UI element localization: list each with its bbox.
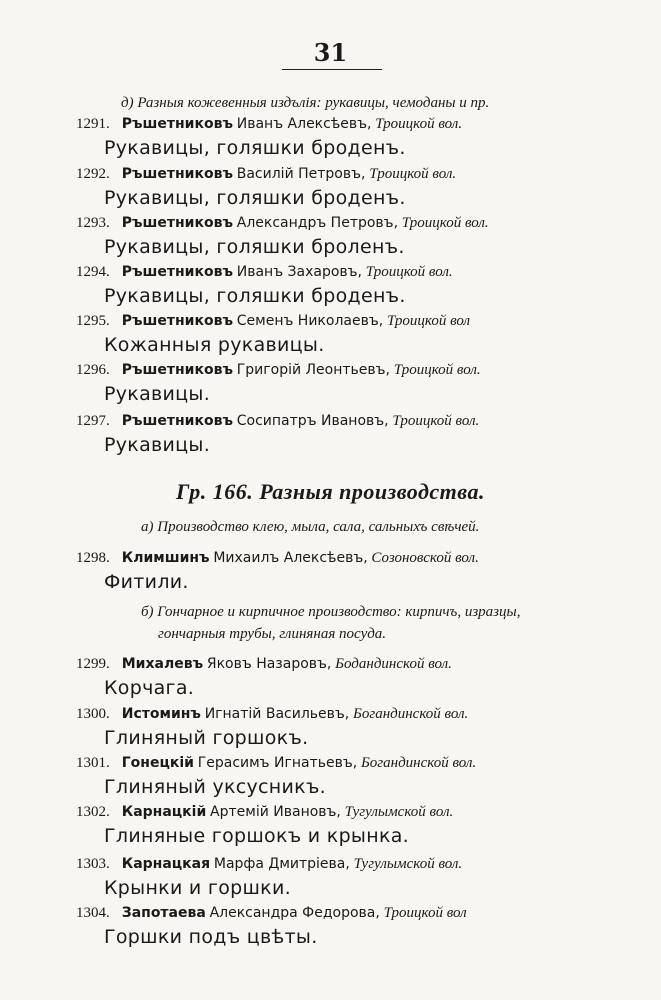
- group-title: Гр. 166. Разныя производства.: [176, 479, 485, 504]
- entry-surname: Ръшетниковъ: [121, 215, 233, 231]
- entry-volost: Богандинской вол.: [360, 755, 477, 771]
- entry-given-name: Марфа Дмитріева,: [213, 856, 350, 872]
- entry-given-name: Семенъ Николаевъ,: [236, 313, 384, 329]
- entry-volost: Троицкой вол.: [365, 264, 453, 280]
- entry-given-name: Василій Петровъ,: [236, 166, 366, 182]
- page-number: 31: [313, 38, 348, 67]
- entry-product: Крынки и горшки.: [104, 877, 291, 899]
- entry-volost: Тугулымской вол.: [353, 856, 463, 872]
- section-subheading: д) Разныя кожевенныя издълія: рукавицы, чемоданы и пр.: [121, 95, 490, 111]
- section-subheading-continued: гончарныя трубы, глиняная посуда.: [158, 626, 387, 642]
- entry-volost: Троицкой вол: [383, 905, 467, 921]
- entry-given-name: Игнатій Васильевъ,: [204, 706, 350, 722]
- entry-header-line: [76, 413, 479, 430]
- entry-surname: Ръшетниковъ: [121, 166, 233, 182]
- entry-header-line: [76, 215, 489, 232]
- entry-given-name: Иванъ Алексѣевъ,: [236, 116, 372, 132]
- entry-volost: Богандинской вол.: [353, 706, 469, 722]
- entry-surname: Запотаева: [121, 905, 206, 921]
- entry-product: Рукавицы, голяшки броленъ.: [104, 236, 405, 258]
- entry-given-name: Артемій Ивановъ,: [210, 804, 341, 820]
- section-subheading: а) Производство клею, мыла, сала, сальныхъ свѣчей.: [141, 519, 480, 535]
- entry-header-line: [76, 313, 470, 330]
- entry-surname: Карнацкая: [121, 856, 211, 872]
- entry-product: Фитили.: [104, 571, 189, 593]
- entry-number: 1291.: [76, 116, 110, 132]
- entry-product: Кожанныя рукавицы.: [104, 334, 325, 356]
- entry-volost: Троицкой вол.: [401, 215, 489, 231]
- entry-number: 1293.: [76, 215, 110, 231]
- entry-product: Глиняный уксусникъ.: [104, 776, 327, 798]
- entry-volost: Троицкой вол.: [393, 362, 481, 378]
- entry-product: Рукавицы.: [104, 434, 211, 456]
- entry-number: 1299.: [76, 656, 110, 672]
- entry-given-name: Герасимъ Игнатьевъ,: [197, 755, 358, 771]
- entry-header-line: [76, 550, 479, 567]
- entry-given-name: Григорій Леонтьевъ,: [236, 362, 390, 378]
- entry-given-name: Александра Федорова,: [209, 905, 380, 921]
- entry-given-name: Михаилъ Алексѣевъ,: [213, 550, 368, 566]
- entry-number: 1296.: [76, 362, 110, 378]
- entry-volost: Тугулымской вол.: [344, 804, 454, 820]
- entry-volost: Созоновской вол.: [371, 550, 479, 566]
- entry-surname: Ръшетниковъ: [121, 264, 233, 280]
- entry-volost: Троицкой вол.: [369, 166, 457, 182]
- entry-surname: Гонецкій: [121, 755, 194, 771]
- entry-surname: Истоминъ: [121, 706, 201, 722]
- entry-number: 1295.: [76, 313, 110, 329]
- entry-surname: Ръшетниковъ: [121, 313, 233, 329]
- entry-given-name: Александръ Петровъ,: [236, 215, 399, 231]
- entry-number: 1303.: [76, 856, 110, 872]
- entry-product: Рукавицы, голяшки броденъ.: [104, 285, 406, 307]
- entry-product: Рукавицы, голяшки броденъ.: [104, 187, 406, 209]
- section-subheading: б) Гончарное и кирпичное производство: кирпичъ, изразцы,: [141, 604, 521, 620]
- entry-number: 1292.: [76, 166, 110, 182]
- entry-number: 1297.: [76, 413, 110, 429]
- entry-header-line: [76, 804, 453, 821]
- entry-product: Горшки подъ цвѣты.: [104, 926, 318, 948]
- entry-surname: Ръшетниковъ: [121, 116, 233, 132]
- entry-number: 1300.: [76, 706, 110, 722]
- entry-product: Рукавицы, голяшки броденъ.: [104, 137, 406, 159]
- entry-header-line: [76, 362, 481, 379]
- entry-product: Рукавицы.: [104, 383, 211, 405]
- entry-volost: Бодандинской вол.: [335, 656, 452, 672]
- entry-given-name: Яковъ Назаровъ,: [206, 656, 332, 672]
- entry-number: 1298.: [76, 550, 110, 566]
- entry-surname: Михалевъ: [121, 656, 204, 672]
- entry-product: Корчага.: [104, 677, 195, 699]
- entry-number: 1302.: [76, 804, 110, 820]
- entry-volost: Троицкой вол.: [375, 116, 463, 132]
- entry-surname: Карнацкій: [121, 804, 207, 820]
- entry-header-line: [76, 905, 467, 922]
- entry-volost: Троицкой вол.: [392, 413, 480, 429]
- entry-surname: Ръшетниковъ: [121, 362, 233, 378]
- entry-volost: Троицкой вол: [386, 313, 471, 329]
- entry-product: Глиняный горшокъ.: [104, 727, 309, 749]
- page-number-rule: [282, 69, 382, 70]
- entry-header-line: [76, 856, 462, 873]
- entry-number: 1304.: [76, 905, 110, 921]
- entry-surname: Ръшетниковъ: [121, 413, 233, 429]
- entry-surname: Климшинъ: [121, 550, 210, 566]
- entry-product: Глиняные горшокъ и крынка.: [104, 825, 410, 847]
- entry-header-line: [76, 264, 453, 281]
- entry-number: 1294.: [76, 264, 110, 280]
- entry-header-line: [76, 166, 456, 183]
- entry-header-line: [76, 656, 452, 673]
- entry-header-line: [76, 755, 476, 772]
- entry-given-name: Иванъ Захаровъ,: [236, 264, 363, 280]
- entry-header-line: [76, 116, 462, 133]
- entry-given-name: Сосипатръ Ивановъ,: [236, 413, 389, 429]
- entry-number: 1301.: [76, 755, 110, 771]
- entry-header-line: [76, 706, 468, 723]
